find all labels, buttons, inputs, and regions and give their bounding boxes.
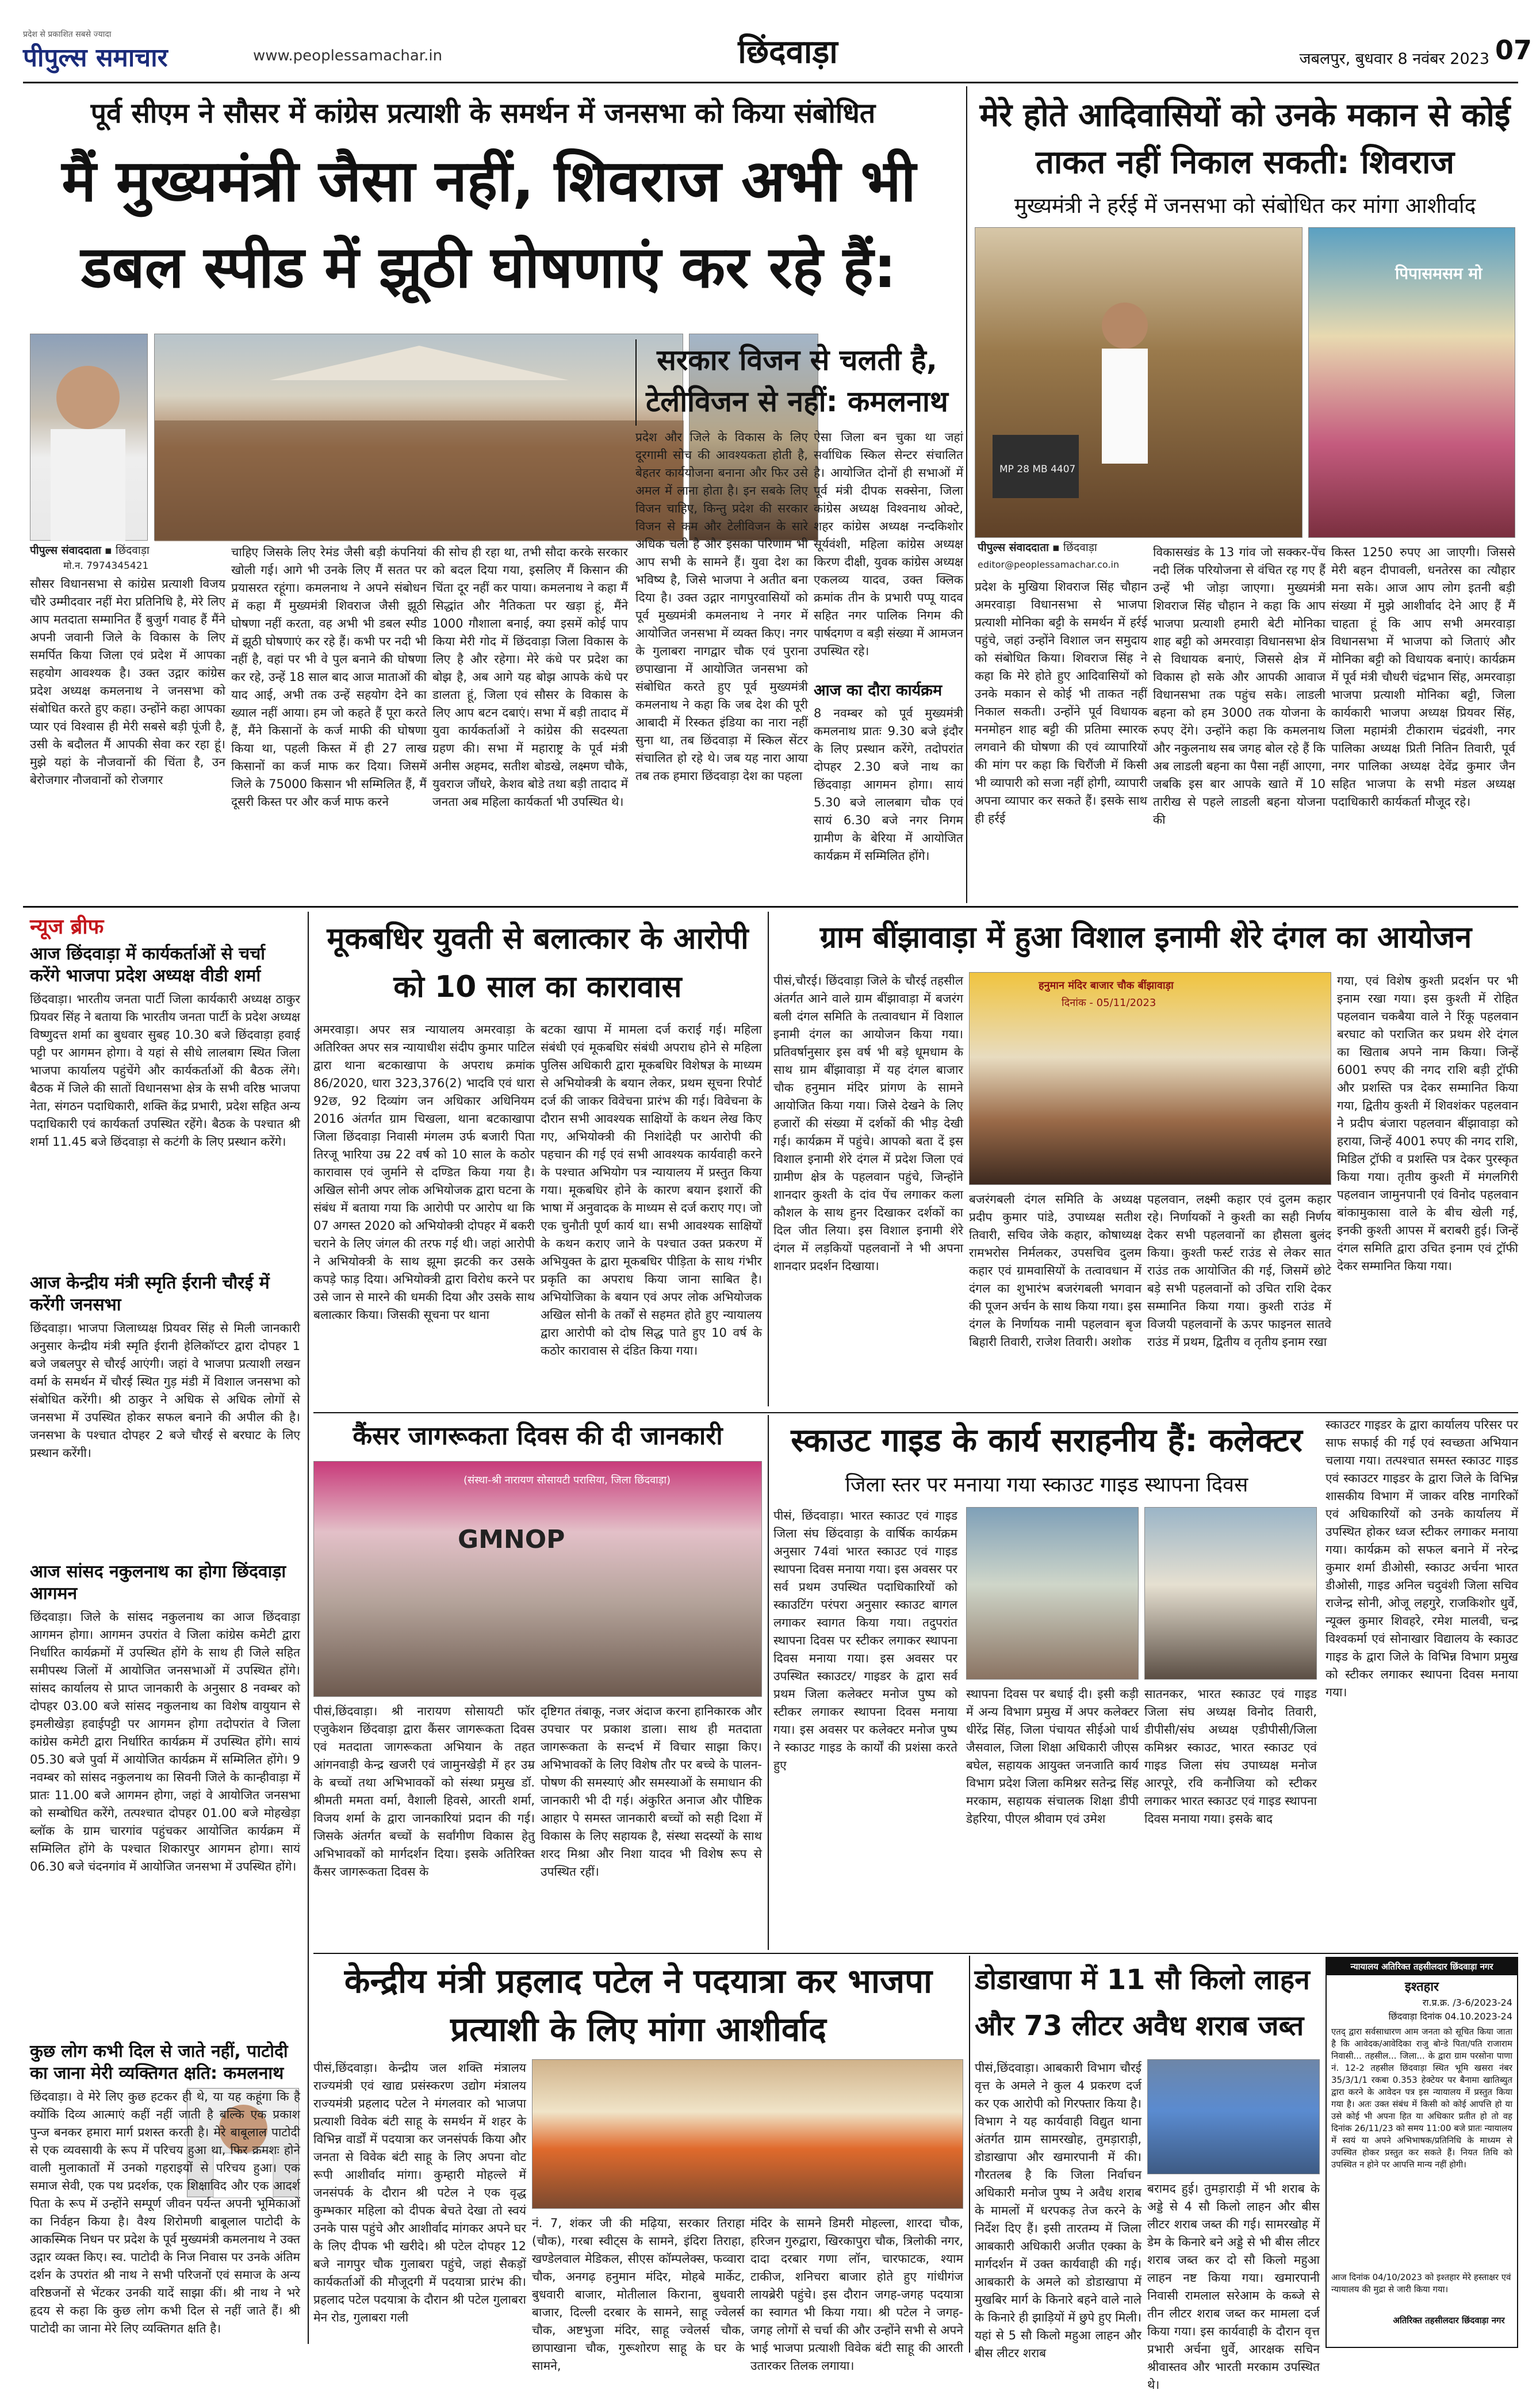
today-text: 8 नवम्बर को पूर्व मुख्यमंत्री कमलनाथ प्रातः 9.30 बजे इंदौर के लिए प्रस्थान करेंगे, तदोपरांत दोपहर 2.30 बजे नाथ का छिंदवाड़ा आगमन होगा। सायं 5.30 बजे लालबाग चौक एवं सायं 6.30 बजे नगर निगम ग्रामीण के बेरिया में आयोजित कार्यक्रम में सम्मिलित होंगे। (814, 706, 963, 863)
dangal-banner-line: हनुमान मंदिर बाजार चौक बींझावाड़ा (1039, 980, 1174, 992)
shivraj-col-2: विकासखंड के 13 गांव जो सक्कर-पेंच नदी लिंक परियोजना से वंचित रह गए हैं उन्हें भी जोड़ा जाएगा। मुख्यमंत्री शिवराज सिंह चौहान ने कहा कि आप भाजपा प्रत्याशी हमारी बेटी मोनिका शाह बट्टी को अमरवाड़ा विधानसभा क्षेत्र से विधायक बनाएं, जिससे क्षेत्र में विकास हो सके और आपकी आवाज विधानसभा तक पहुंच सके। लाडली बहना को हम 3000 तक योजना के रुपए देंगे। उन्होंने कहा कि कमलनाथ और नकुलनाथ सब जगह बोल रहे हैं कि अब लाडली बहना का पैसा नहीं आएगा, जबकि इस बार आपके खाते में 10 तारीख से पहले लाडली बहना योजना की (1153, 545, 1326, 827)
rape-col-1: अमरवाड़ा। अपर सत्र न्यायालय अमरवाड़ा के अतिरिक्त अपर सत्र न्यायाधीश संदीप कुमार पाटिल द्वारा थाना बटकाखापा के अपराध क्रमांक 86/2020, धारा 323,376(2) भादवि एवं धारा 92छ, 92 दिव्यांग जन अधिकार अधिनियम 2016 अंतर्गत ग्राम चिखला, थाना बटकाखापा जिला छिंदवाड़ा निवासी मंगलम उर्फ बजारी पिता तिरजू भारिया उम्र 22 वर्ष को 10 साल के कठोर कारावास एवं जुर्माने से दण्डित किया गया है। अखिल सोनी अपर लोक अभियोजक द्वारा घटना के संबंध में बताया गया कि आरोपी पर आरोप था कि 07 अगस्त 2020 को अभियोक्त्री दोपहर में बकरी चराने के लिए जंगल की तरफ गई थी। जहां आरोपी ने अभियोक्त्री के साथ झूमा झटकी कर उसके कपड़े फाड़ दिया। अभियोक्त्री द्वारा विरोध करने पर उसे जान से मारने की धमकी दिया और उसके साथ बलात्कार किया। जिसकी सूचना पर थाना (313, 1023, 535, 1322)
photo-shivraj-women (1308, 227, 1515, 538)
dangal-col-3: पहलवान, लक्ष्मी कहार एवं दुलम कहार रहे। निर्णायकों ने कुश्ती का सही निर्णय देकर सभी पहलवानों का हौसला बुलंद किया। कुश्ती फर्स्ट राउंड से लेकर सात राउंड तक आयोजित की गई, जिसमें छोटे बड़े सभी पहलवानों को उचित राशि देकर सम्मानित किया गया। कुश्ती राउंड में विजयी पहलवानों के ऊपर फाइनल सातवे राउंड में प्रथम, द्वितीय व तृतीय इनाम रखा (1147, 1192, 1331, 1349)
cancer-banner: (संस्था-श्री नारायण सोसायटी परासिया, जिला छिंदवाड़ा) (463, 1474, 671, 1486)
sub-col-2: ऐसा जिला बन चुका था जहां सर्वाधिक स्किल सेन्टर संचालित है। आयोजित दोनों ही सभाओं में पूर्व मंत्री दीपक सक्सेना, जिला कांग्रेस अध्यक्ष विश्वनाथ ओक्टे, शहर कांग्रेस अध्यक्ष नन्दकिशोर सूर्यवंशी, महिला कांग्रेस अध्यक्ष किरण दीक्षी, युवक कांग्रेस अध्यक्ष एकलव्य यादव, उक्त क्लिक क्रमांक तीन के प्रभारी पप्पू यादव सहित नगर पालिक निगम की पार्षदगण व बड़ी संख्या में आमजन उपस्थित रहे। (814, 430, 963, 658)
scout-col-3: सातनकर, भारत स्काउट एवं गाइड जिला संघ अध्यक्ष विनोद तिवारी, डीपीसी/संघ अध्यक्ष एडीपीसी/जिला कमिश्नर स्काउट, भारत स्काउट एवं गाइड जिला संघ उपाध्यक्ष मनोज आरपूरे, रवि कनौजिया को स्टीकर लगाकर भारत स्काउट एवं गाइड स्थापना दिवस मनाया गया। इसके बाद (1144, 1687, 1317, 1826)
liquor-headline: डोडाखापा में 11 सौ किलो लाहन और 73 लीटर अवैध शराब जब्त (975, 1964, 1310, 2042)
row3-divider (313, 1953, 1518, 1954)
dangal-headline: ग्राम बींझावाड़ा में हुआ विशाल इनामी शेरे दंगल का आयोजन (819, 920, 1472, 955)
brief-2-title: आज केन्द्रीय मंत्री स्मृति ईरानी चौरई में करेंगी जनसभा (30, 1273, 270, 1315)
cancer-col-2: दृष्टिगत तंबाकू, नजर अंदाज करना हानिकारक और उपचार पर प्रकाश डाला। साथ ही मतदाता जागरूकता के सन्दर्भ में विचार साझा किए। अभिभावकों के लिए विशेष तौर पर बच्चे के पालन-पोषण की समस्याएं और समस्याओं के समाधान की जानकारी भी दी गई। अंकुरित अनाज और पौष्टिक आहार पे समस्त जानकारी बच्चों को सही दिशा में विकास के लिए सहायक है, संस्था सदस्यों के साथ शरद मिश्रा और निशा यादव भी विशेष रूप से उपस्थित रहीं। (541, 1704, 762, 1879)
scout-col-4: स्काउटर गाइडर के द्वारा कार्यालय परिसर पर साफ सफाई की गई एवं स्वच्छता अभियान चलाया गया। तत्पश्चात समस्त स्काउट गाइड एवं स्काउटर गाइडर के द्वारा जिले के विभिन्न शासकीय विभाग में जाकर वरिष्ठ नागरिकों एवं अधिकारियों को उनके कार्यालय में उपस्थित होकर ध्वज स्टीकर लगाकर मनाया गया। कार्यक्रम को सफल बनाने में नरेन्द्र कुमार शर्मा डीओसी, स्काउट अर्चना भारत डीओसी, गाइड अनिल चदुवंशी जिला सचिव राजेन्द्र सोनी, ओजू लहगुरे, राजकिशोर धुर्वे, न्यूक्ल कुमार शिवहरे, रमेश मालवी, चन्द्र विश्वकर्मा एवं सोनाखार विद्यालय के स्काउट गाइड के द्वारा जिले के विभिन्न विभाग प्रमुख को स्टीकर लगाकर स्थापना दिवस मनाया गया। (1326, 1418, 1518, 1699)
scout-col-1: पीसं, छिंदवाड़ा। भारत स्काउट एवं गाइड जिला संघ छिंदवाड़ा के वार्षिक कार्यक्रम अनुसार 74वां भारत स्काउट एवं गाइड स्थापना दिवस मनाया गया। इस अवसर पर सर्व प्रथम उपस्थित पदाधिकारियों को स्काउटिंग परंपरा अनुसार स्काउट बागल लगाकर स्वागत किया गया। तदुपरांत स्थापना दिवस पर स्टीकर लगाकर स्थापना दिवस मनाया गया। इस अवसर पर उपस्थित स्काउटर/ गाइडर के द्वारा सर्व प्रथम जिला कलेक्टर मनोज पुष्प को स्टीकर लगाकर स्थापना दिवस मनाया गया। इस अवसर पर कलेक्टर मनोज पुष्प ने स्काउट गाइड के कार्यों की प्रशंसा करते हुए (773, 1509, 957, 1772)
sub-col-1: प्रदेश और जिले के विकास के लिए दूरगामी सोच की आवश्यकता होती है, बेहतर कार्ययोजना बनाना और फिर उसे अमल में लाना होता है। इन सबके लिए विजन चाहिए, किन्तु प्रदेश की सरकार विजन से कम और टेलीविजन के सारे अधिक चली है और इसका परिणाम भी आप सभी के सामने हैं। युवा देश का भविष्य है, जिसे भाजपा ने अतीत बना दिया है। उक्त उद्गार नागपुरवासियों को पूर्व मुख्यमंत्री कमलनाथ ने नगर में आयोजित जनसभा में व्यक्त किए। नगर के गुलाबरा नागद्वार चौक एवं पुराना छपाखाना में आयोजित जनसभा को संबोधित करते हुए पूर्व मुख्यमंत्री कमलनाथ ने कहा कि जब देश की पूरी आबादी में रिस्कत इंडिया का नारा नहीं सुना था, तब छिंदवाड़ा में स्किल सेंटर संचालित हो रहे थे। जब यह नारा आया तब तक हमारा छिंदवाड़ा देश का पहला (635, 430, 808, 783)
city-title: छिंदवाड़ा (738, 33, 838, 71)
shivraj-headline: मेरे होते आदिवासियों को उनके मकान से कोई ताकत नहीं निकाल सकती: शिवराज (979, 97, 1511, 181)
photo-liquor-seized (1147, 2059, 1320, 2174)
brand-tagline: प्रदेश से प्रकाशित सबसे ज्यादा (23, 30, 112, 39)
scout-col-2: स्थापना दिवस पर बधाई दी। इसी कड़ी में अन्य विभाग प्रमुख में अपर कलेक्टर धीरेंद्र सिंह, जिला पंचायत सीईओ पार्थ जैसवाल, जिला शिक्षा अधिकारी जीएस बघेल, सहायक आयुक्त जनजाति कार्य विभाग प्रदेश जिला कमिश्नर सतेन्द्र सिंह मरकाम, सहायक संचालक शिक्षा डीपी डेहरिया, पीएल श्रीवाम एवं उमेश (966, 1687, 1139, 1826)
byline-name: पीपुल्स संवाददाता (30, 544, 101, 557)
cancer-col-1: पीसं,छिंदवाड़ा। श्री नारायण सोसायटी फॉर एजुकेशन छिंदवाड़ा द्वारा कैंसर जागरूकता दिवस एवं मतदाता जागरूकता अभियान के तहत आंगनवाड़ी केन्द्र खजरी एवं जामुनखेड़ी में हर उम्र के बच्चों तथा अभिभावकों को संस्था प्रमुख डॉ. श्रीमती ममता वर्मा, वैशाली हिवसे, आरती शर्मा, विजय शर्मा के द्वारा जानकारियां प्रदान की गई। जिसके अंतर्गत बच्चों के सर्वांगीण विकास हेतु अभिभावकों को मार्गदर्शन दिया। इसके अतिरिक्त कैंसर जागरूकता दिवस के (313, 1704, 535, 1879)
shivraj-email[interactable]: editor@peoplessamachar.co.in (978, 559, 1120, 570)
scout-headline: स्काउट गाइड के कार्य सराहनीय हैं: कलेक्टर (791, 1422, 1303, 1459)
dangal-col-4: गया, एवं विशेष कुश्ती प्रदर्शन पर भी इनाम रखा गया। इस कुश्ती में रोहित पहलवान चकबैया वाले ने रिंकू पहलवान बरघाट को पराजित कर प्रथम शेरे दंगल का खिताब अपने नाम किया। जिन्हें 6001 रुपए की नगद राशि बड़ी ट्रॉफी और प्रशस्ति पत्र देकर सम्मानित किया गया, द्वितीय कुश्ती में शिवशंकर पहलवान ने प्रदीप बंजारा पहलवान बींझावाड़ा को हराया, जिन्हें 4001 रुपए की नगद राशि, मिडिल ट्रॉफी व प्रशस्ति पत्र देकर पुरस्कृत किया गया। तृतीय कुश्ती में मंगलगिरी पहलवान जामुनपानी एवं विनोद पहलवान बांकामुकासा वाले के बीच खेली गई, इनकी कुश्ती आपस में बराबरी हुई। जिन्हें दंगल समिति द्वारा उचित इनाम एवं ट्रॉफी देकर सम्मानित किया गया। (1337, 974, 1518, 1273)
photo-dangal-trophy (969, 972, 1331, 1185)
lead-kicker: पूर्व सीएम ने सौसर में कांग्रेस प्रत्याशी के समर्थन में जनसभा को किया संबोधित (90, 97, 876, 129)
rape-headline: मूकबधिर युवती से बलात्कार के आरोपी को 10 साल का कारावास (327, 921, 749, 1004)
shivraj-deck: मुख्यमंत्री ने हर्रई में जनसभा को संबोधित कर मांगा आशीर्वाद (1014, 193, 1476, 218)
top-section-divider (23, 906, 1518, 908)
notice-case: रा.प्र.क्र. /3-6/2023-24 (1422, 1997, 1512, 2008)
masthead (23, 29, 1533, 83)
photo-shivraj-stage (975, 227, 1303, 538)
news-brief-label: न्यूज ब्रीफ (30, 915, 104, 939)
patel-headline: केन्द्रीय मंत्री प्रहलाद पटेल ने पदयात्रा कर भाजपा प्रत्याशी के लिए मांगा आशीर्वाद (344, 1961, 933, 2049)
row2-divider (313, 1412, 1518, 1413)
lead-col-1: सौसर विधानसभा से कांग्रेस प्रत्याशी विजय चौरे उम्मीदवार नहीं मेरा प्रतिनिधि है, मेरे लिए आप मतदाता सम्मानित हैं बुजुर्ग गवाह हैं मैंने अपनी जवानी जिले के विकास के लिए समर्पित किया जिला एवं प्रदेश में आपका सहयोग आवश्यक है। उक्त उद्गार कांग्रेस प्रदेश अध्यक्ष कमलनाथ ने जनसभा को संबोधित करते हुए कहा। उन्होंने कहा आपका प्यार एवं विश्वास ही मेरी सबसे बड़ी पूंजी है, उसी के बदौलत मैं आपकी सेवा कर रहा हूं। मुझे यहां के नौजवानों की चिंता है, उन बेरोजगार नौजवानों को रोजगार (30, 577, 225, 787)
brief-3-title: आज सांसद नकुलनाथ का होगा छिंदवाड़ा आगमन (30, 1562, 286, 1604)
shivraj-byline-name: पीपुल्स संवाददाता (978, 541, 1049, 554)
liquor-col-1: पीसं,छिंदवाड़ा। आबकारी विभाग चौरई वृत्त के अमले ने कुल 4 प्रकरण दर्ज कर एक आरोपी को गिरफ्तार किया है। विभाग ने यह कार्यवाही विद्युत थाना अंतर्गत ग्राम सामरखोह, तुमड़ाराड़ी, डोडाखापा और खमारपानी में की। गौरतलब है कि जिला निर्वाचन अधिकारी मनोज पुष्प ने अवैध शराब के मामलों में धरपकड़ तेज करने के निर्देश दिए हैं। इसी तारतम्य में जिला आबकारी अधिकारी अजीत एक्का के मार्गदर्शन में उक्त कार्यवाही की गई। आबकारी के अमले को डोडाखापा में मुखबिर मार्ग के किनारे बहने वाले नाले के किनारे ही झाड़ियों में छुपे हुए मिली। यहां से 5 सौ किलो महुआ लाहन और बीस लीटर शराब (975, 2061, 1141, 2360)
patel-col-3: मंदिर के सामने डिमरी मोहल्ला, शारदा चौक, हरिजन गुरुद्वारा, खिरकापुरा चौक, त्रिलोकी नगर, दादा दरबार गणा लॉन, चारफाटक, श्याम टाकीज, शनिचरा बाजार होते हुए गांधीगंज लायब्रेरी पहुंचे। इस दौरान जगह-जगह पदयात्रा का स्वागत भी किया गया। श्री पटेल ने जगह-जगह लोगों से चर्चा की और उन्होंने सभी से अपने भाई भाजपा प्रत्याशी विवेक बंटी साहू की आरती उतारकर तिलक लगाया। (750, 2216, 963, 2373)
notice-signature: अतिरिक्त तहसीलदार छिंदवाड़ा नगर (1393, 2315, 1505, 2326)
lead-phone: मो.न. 7974345421 (63, 560, 149, 572)
cancer-board: GMNOP (458, 1525, 565, 1554)
site-url[interactable]: www.peoplessamachar.in (253, 47, 443, 64)
lead-byline: पीपुल्स संवाददाता ▪ छिंदवाड़ा (30, 544, 150, 557)
mid-divider-2 (768, 1415, 769, 1950)
scout-deck: जिला स्तर पर मनाया गया स्काउट गाइड स्थापना दिवस (845, 1473, 1248, 1497)
shivraj-byline-place: छिंदवाड़ा (1063, 541, 1097, 554)
liquor-col-2: बरामद हुई। तुमड़ाराड़ी में भी शराब के अड्डे से 4 सौ किलो लाहन और बीस लीटर शराब जब्त की गई। सामरखोह में डेम के किनारे बने अड्डे से भी बीस लीटर शराब जब्त कर दो सौ किलो महुआ लाहन नष्ट किया गया। खमारपानी निवासी रामलाल सरेआम के कब्जे से तीन लीटर शराब जब्त कर मामला दर्ज किया गया। इस कार्यवाही के दौरान वृत्त प्रभारी अर्चना धुर्वे, आरक्षक सचिन श्रीवास्तव और भारती मरकाम उपस्थित थे। (1147, 2182, 1320, 2392)
brief-3-text: छिंदवाड़ा। जिले के सांसद नकुलनाथ का आज छिंदवाड़ा आगमन होगा। आगमन उपरांत वे जिला कांग्रेस कमेटी द्वारा निर्धारित कार्यक्रमों में उपस्थित होंगे के साथ ही जिले सहित समीपस्थ जिलों में आयोजित जनसभाओं में उपस्थित होंगे। सांसद कार्यालय से प्राप्त जानकारी के अनुसार 8 नवम्बर को दोपहर 03.00 बजे सांसद नकुलनाथ का विशेष वायुयान से इमलीखेड़ा हवाईपट्टी पर आगमन होगा तदोपरांत वे जिला कांग्रेस कमेटी द्वारा निर्धारित कार्यक्रम में उपस्थित होंगे। सायं 05.30 बजे पुर्वा में आयोजित कार्यक्रम में सम्मिलित होंगे। 9 नवम्बर को सांसद नकुलनाथ का सिवनी जिले के कान्हीवाड़ा में प्रातः 11.00 बजे आगमन होगा, जहां वे आयोजित जनसभा को सम्बोधित करेंगे, तत्पश्चात दोपहर 01.00 बजे मोहखेड़ा ब्लॉक के ग्राम चारगांव पहुंचकर आयोजित कार्यक्रम में सम्मिलित होंगे के पश्चात शिकारपुर आगमन होगा। सायं 06.30 बजे चंदनगांव में आयोजित जनसभा में उपस्थित होंगे। (30, 1610, 300, 1873)
lead-headline: मैं मुख्यमंत्री जैसा नहीं, शिवराज अभी भी डबल स्पीड में झूठी घोषणाएं कर रहे हैं: (62, 147, 916, 301)
notice-footer: आज दिनांक 04/10/2023 को इश्तहार मेरे हस्ताक्षर एवं न्यायालय की मुद्रा से जारी किया गया। (1331, 2272, 1511, 2294)
notice-header: न्यायालय अतिरिक्त तहसीलदार छिंदवाड़ा नगर (1327, 1958, 1517, 1975)
notice-text: एतद् द्वारा सर्वसाधारण आम जनता को सूचित किया जाता है कि आवेदक/आवेदिका राजु बोन्डे पिता/पति राजाराम निवासी... तहसील... जिला... के द्वारा ग्राम परसोना पाणा नं. 12-2 तहसील छिंदवाड़ा स्थित भूमि खसरा नंबर 35/3/1/1 रकबा 0.353 हेक्टेयर पर बैनामा खातिब्युत द्वारा करने के आवेदन पत्र इस न्यायालय में प्रस्तुत किया गया है। अतः उक्त संबंध में किसी को कोई आपत्ति हो या उसे कोई भी अपना हित या अधिकार प्रतीत हो तो वह दिनांक 26/11/23 को समय 11:00 बजे प्रातः न्यायालय में स्वयं या अपने अभिभाषक/प्रतिनिधि के माध्यम से उपस्थित होकर प्रस्तुत कर सकते हैं। नियत तिथि को उपस्थित न होने पर आपत्ति मान्य नहीं होगी। (1331, 2026, 1512, 2170)
court-notice (1326, 1957, 1518, 2348)
photo-scout-group (966, 1507, 1139, 1680)
byline-place: छिंदवाड़ा (115, 544, 150, 557)
dateline: जबलपुर, बुधवार 8 नवंबर 2023 (1299, 50, 1489, 68)
brand-logo: पीपुल्स समाचार (23, 43, 168, 72)
patodi-title: कुछ लोग कभी दिल से जाते नहीं, पाटोदी का जाना मेरी व्यक्तिगत क्षति: कमलनाथ (30, 2041, 288, 2083)
notice-date: छिंदवाड़ा दिनांक 04.10.2023-24 (1388, 2011, 1512, 2022)
today-title: आज का दौरा कार्यक्रम (814, 682, 943, 699)
patel-col-2: नं. 7, शंकर जी की मढ़िया, सरकार तिराहा (चौक), गरबा स्वीट्स के सामने, इंदिरा तिराहा, खण्डेलवाल मेडिकल, सीएस कॉम्पलेक्स, फव्वारा चौक, अनगढ़ हनुमान मंदिर, मोहबे मार्केट, बुधवारी बाजार, मोतीलाल किराना, बुधवारी बाजार, दिल्ली दरबार के सामने, साहू ज्वेलर्स चौक, अष्टभुजा मंदिर, साहू ज्वेलर्स चौक, छापाखाना चौक, गुरूशोरण साहू के घर के सामने, (532, 2216, 745, 2373)
shivraj-banner: पिपासमसम मो (1395, 264, 1482, 283)
brief-divider (308, 912, 309, 2344)
lead-col-2: चाहिए जिसके लिए रेमंड जैसी बड़ी कंपनियां खोली गई। आगे भी उनके लिए मैं सतत पर प्रयासरत रहूंगा। कमलनाथ ने अपने संबोधन में कहा मैं मुख्यमंत्री शिवराज जैसी झूठी घोषणा नहीं करता, वह अभी भी डबल स्पीड में झूठी घोषणाएं कर रहे हैं। कभी पर नदी भी नहीं है, वहां पर भी वे पुल बनाने की घोषणा कर रहे, उन्हें 18 साल बाद आज माताओं की याद आई, अभी तक उन्हें सहयोग देने का ख्याल नहीं आया। हम जो कहते हैं पूरा करते हैं, मैंने किसानों के कर्ज माफी की घोषणा किया था, पहली किस्त में ही 27 लाख किसानों का कर्ज माफ कर दिया। जिसमें जिले के 75000 किसान भी सम्मिलित हैं, मैं दूसरी किस्त पर और कर्ज माफ करने (231, 545, 427, 809)
lead-col-3: की सोच ही रहा था, तभी सौदा करके सरकार को बदल दिया गया, इसलिए मैं किसान की चिंता दूर नहीं कर पाया। कमलनाथ ने कहा मैं सिद्धांत और नैतिकता पर खड़ा हूं, मैंने 1000 गौशाला बनाई, क्या इसमें कोई पाप किया मेरी गोद में छिंदवाड़ा जिला विकास के लिए है और रहेगा। मेरे कंधे पर प्रदेश का बोझ है, अब आगे यह बोझ आपके कंधे पर डालता हूं, जिला एवं सौसर के विकास के लिए आप बटन दबाएं। सभा में बड़ी तादाद में युवा कार्यकर्ताओं ने कांग्रेस की सदस्यता ग्रहण की। सभा में महाराष्ट्र के पूर्व मंत्री अनीस अहमद, सतीश बोडखे, लक्ष्मण चौके, युवराज जौंधरे, केशव बोडे तथा बड़ी तादाद में जनता अब महिला कार्यकर्ता भी उपस्थित थे। (432, 545, 628, 809)
shivraj-byline: पीपुल्स संवाददाता ▪ छिंदवाड़ा (978, 541, 1097, 554)
dangal-col-1: पीसं,चौरई। छिंदवाड़ा जिले के चौरई तहसील अंतर्गत आने वाले ग्राम बींझावाड़ा में बजरंग बली दंगल समिति के तत्वावधान में विशाल इनामी दंगल का आयोजन किया गया। प्रतिवर्षानुसार इस वर्ष भी बड़े धूमधाम के साथ ग्राम बींझावाड़ा में यह दंगल बाजार चौक हनुमान मंदिर प्रांगण के सामने आयोजित किया गया। जिसे देखने के लिए हजारों की संख्या में दर्शकों की भीड़ देखी गई। कार्यक्रम में पहुंचे। आपको बता दें इस विशाल इनामी शेरे दंगल में प्रदेश जिला एवं ग्रामीण क्षेत्र के पहलवान पहुंचे, जिन्होंने शानदार कुश्ती के दांव पेंच लगाकर कला कौशल के साथ हुनर दिखाकर दर्शकों का दिल जीत लिया। इस विशाल इनामी शेरे दंगल में लड़कियों पहलवानों ने भी अपना शानदार प्रदर्शन दिखाया। (773, 974, 963, 1273)
dangal-banner-date: दिनांक - 05/11/2023 (1062, 997, 1156, 1009)
shivraj-col-1: प्रदेश के मुखिया शिवराज सिंह चौहान अमरवाड़ा विधानसभा से भाजपा प्रत्याशी मोनिका बट्टी के समर्थन में हर्रई पहुंचे, जहां उन्होंने विशाल जन समुदाय को संबोधित किया। शिवराज सिंह ने कहा कि मेरे होते हुए आदिवासियों को उनके मकान से कोई भी ताकत नहीं निकाल सकती। उन्होंने पूर्व विधायक मनमोहन शाह बट्टी की प्रतिमा स्मारक लगवाने की घोषणा की एवं व्यापारियों की मांग पर कहा कि चिरौंजी में किसी भी व्यापारी को सजा नहीं होगी, व्यापारी अपना व्यापार कर सकते हैं। इसके साथ ही हर्रई (975, 580, 1147, 825)
patodi-text: छिंदवाड़ा। वे मेरे लिए कुछ हटकर ही थे, या यह कहूंगा कि है क्योंकि दिव्य आत्माएं कहीं नहीं जाती है बल्कि एक प्रकाश पुन्ज बनकर हमारा मार्ग प्रशस्त करती है। मेरे बाबूलाल पाटोदी से एक व्यवसायी के रूप में परिचय हुआ था, फिर क्रमशः होने वाली मुलाकातों में उनको गहराइयों से परिचय हुआ। एक समाज सेवी, एक पथ प्रदर्शक, एक शिक्षाविद और एक आदर्श पिता के रूप में उन्होंने सम्पूर्ण जीवन पर्यन्त अपनी भूमिकाओं का निर्वहन किया है। वैश्य शिरोमणी बाबूलाल पाटोदी के आकस्मिक निधन पर प्रदेश के पूर्व मुख्यमंत्री कमलनाथ ने उक्त उद्गार व्यक्त किए। स्व. पाटोदी के निज निवास पर उनके अंतिम दर्शन के उपरांत श्री नाथ ने सभी परिजनों एवं समाज के अन्य वरिष्ठजनों से भेंटकर उनकी यादें साझा कीं। श्री नाथ ने भरे हृदय से कहा कि कुछ लोग कभी दिल से नहीं जाते हैं। श्री पाटोदी का जाना मेरे लिए व्यक्तिगत क्षति है। (30, 2090, 300, 2335)
cancer-headline: कैंसर जागरूकता दिवस की दी जानकारी (353, 1421, 723, 1451)
bottom-divider (969, 1956, 970, 2353)
brief-2-text: छिंदवाड़ा। भाजपा जिलाध्यक्ष प्रियवर सिंह से मिली जानकारी अनुसार केन्द्रीय मंत्री स्मृति ईरानी हेलिकॉप्टर द्वारा दोपहर 1 बजे जबलपुर से चौरई आएंगी। जहां वे भाजपा प्रत्याशी लखन वर्मा के समर्थन में चौरई स्थित गुड़ मंडी में विशाल जनसभा को संबोधित करेंगी। श्री ठाकुर ने अधिक से अधिक लोगों से जनसभा में उपस्थित होकर सफल बनाने की अपील की है। जनसभा के पश्चात दोपहर 2 बजे चौरई से बरघाट के लिए प्रस्थान करेंगी। (30, 1321, 300, 1460)
photo-patel-padyatra (532, 2059, 963, 2209)
page-number: 07 (1495, 35, 1533, 66)
notice-title: इश्तहार (1404, 1980, 1439, 1994)
dangal-col-2: बजरंगबली दंगल समिति के अध्यक्ष प्रदीप कुमार पांडे, उपाध्यक्ष सतीश तिवारी, सचिव जेके कहार, कोषाध्यक्ष रामभरोस निर्मलकर, उपसचिव दुलम कहार एवं ग्रामवासियों के तत्वावधान में दंगल का शुभारंभ बजरंगबली भगवान की पूजन अर्चन के साथ किया गया। इस दंगल के निर्णायक नामी पहलवान बृज बिहारी तिवारी, राजेश तिवारी। अशोक (969, 1192, 1141, 1349)
svg-text:MP 28 MB 4407: MP 28 MB 4407 (999, 464, 1076, 475)
mid-divider (768, 912, 769, 1406)
patel-col-1: पीसं,छिंदवाड़ा। केन्द्रीय जल शक्ति मंत्रालय राज्यमंत्री एवं खाद्य प्रसंस्करण उद्योग मंत्रालय राज्यमंत्री प्रहलाद पटेल ने मंगलवार को भाजपा प्रत्याशी विवेक बंटी साहू के समर्थन में शहर के विभिन्न वार्डों में पदयात्रा कर जनसंपर्क किया और जनता से विवेक बंटी साहू के लिए अपना वोट रूपी आशीर्वाद मांगा। कुम्हारी मोहल्ले में जनसंपर्क के दौरान श्री पटेल ने एक वृद्ध कुम्भकार महिला को दीपक बेचते देखा तो स्वयं उनके पास पहुंचे और आशीर्वाद मांगकर अपने घर के लिए दीपक भी खरीदे। श्री पटेल दोपहर 12 बजे नागपुर चौक गुलाबरा पहुंचे, जहां सैकड़ों कार्यकर्ताओं की मौजूदगी में पदयात्रा प्रारंभ की। प्रहलाद पटेल पदयात्रा के दौरान श्री पटेल गुलाबरा मेन रोड, गुलाबरा गली (313, 2061, 526, 2324)
sub-headline: सरकार विजन से चलती है, टेलीविजन से नहीं: कमलनाथ (635, 339, 957, 426)
rape-col-2: बटका खापा में मामला दर्ज कराई गई। महिला संबंधी एवं मूकबधिर संबंधी अपराध होने से महिला पुलिस अधिकारी द्वारा मूकबधिर विशेषज्ञ के माध्यम से अभियोक्त्री के बयान लेकर, प्रथम सूचना रिपोर्ट दर्ज की जाकर विवेचना प्रारंभ की गई। विवेचना के दौरान सभी आवश्यक साक्षियों के कथन लेख किए गए, अभियोक्त्री की निशांदेही पर आरोपी की पहचान की गई एवं सभी आवश्यक कार्यवाही करने के पश्चात अभियोग पत्र न्यायालय में प्रस्तुत किया गया। मूकबधिर होने के कारण बयान इशारों की भाषा में अनुवादक के माध्यम से दर्ज कराए गए। जो एक चुनौती पूर्ण कार्य था। सभी आवश्यक साक्षियों के कथन कराए जाने के पश्चात उक्त प्रकरण में अभियुक्त के द्वारा मूकबधिर पीड़िता के साथ गंभीर प्रकृति का अपराध किया जाना साबित है। अभियोजिका के बयान एवं अपर लोक अभियोजक अखिल सोनी के तर्कों से सहमत होते हुए न्यायालय द्वारा आरोपी को दोष सिद्ध पाते हुए 10 वर्ष के कठोर कारावास से दंडित किया गया। (541, 1023, 762, 1357)
photo-kamalnath-portrait (30, 334, 148, 541)
shivraj-divider (966, 86, 967, 903)
photo-scout-collector (1144, 1507, 1317, 1680)
photo-cancer-awareness (313, 1461, 762, 1697)
brief-1-title: आज छिंदवाड़ा में कार्यकर्ताओं से चर्चा करेंगे भाजपा प्रदेश अध्यक्ष वीडी शर्मा (30, 944, 266, 986)
brief-1-text: छिंदवाड़ा। भारतीय जनता पार्टी जिला कार्यकारी अध्यक्ष ठाकुर प्रियवर सिंह ने बताया कि भारतीय जनता पार्टी के प्रदेश अध्यक्ष विष्णुदत्त शर्मा का बुधवार सुबह 10.30 बजे छिंदवाड़ा हवाई पट्टी पर आगमन होगा। वे यहां से सीधे लालबाग स्थित जिला भाजपा कार्यालय पहुंचेंगे और कार्यकर्ताओं की बैठक लेंगे। बैठक में जिले की सातों विधानसभा क्षेत्र के सभी वरिष्ठ भाजपा नेता, संगठन पदाधिकारी, शक्ति केंद्र प्रभारी, प्रदेश सहित अन्य पदाधिकारी एवं कार्यकर्ता उपस्थित रहेंगे। बैठक के पश्चात श्री शर्मा 11.45 बजे छिंदवाड़ा से कटंगी के लिए प्रस्थान करेंगे। (30, 992, 300, 1149)
photo-rally-crowd (154, 334, 683, 541)
shivraj-col-3: किस्त 1250 रुपए आ जाएगी। जिससे मेरी बहन दीपावली, धनतेरस का त्यौहार मना सके। आज आप लोग इतनी बड़ी संख्या में मुझे आशीर्वाद देने आए हैं मैं चाहता हूं कि आप सभी अमरवाड़ा विधानसभा में भाजपा को जिताएं और मोनिका बट्टी को विधायक बनाएं। कार्यक्रम में पूर्व मंत्री चौधरी चंद्रभान सिंह, अमरवाड़ा भाजपा प्रत्याशी मोनिका बट्टी, जिला कार्यकारी भाजपा अध्यक्ष प्रियवर सिंह, जिला महामंत्री टीकाराम चंद्रवंशी, नगर पालिका अध्यक्ष प्रिती नितिन तिवारी, पूर्व नगर पालिका अध्यक्ष देवेंद्र कुमार जैन सहित भाजपा के सभी मंडल अध्यक्ष पदाधिकारी कार्यकर्ता मौजूद रहे। (1331, 545, 1515, 809)
